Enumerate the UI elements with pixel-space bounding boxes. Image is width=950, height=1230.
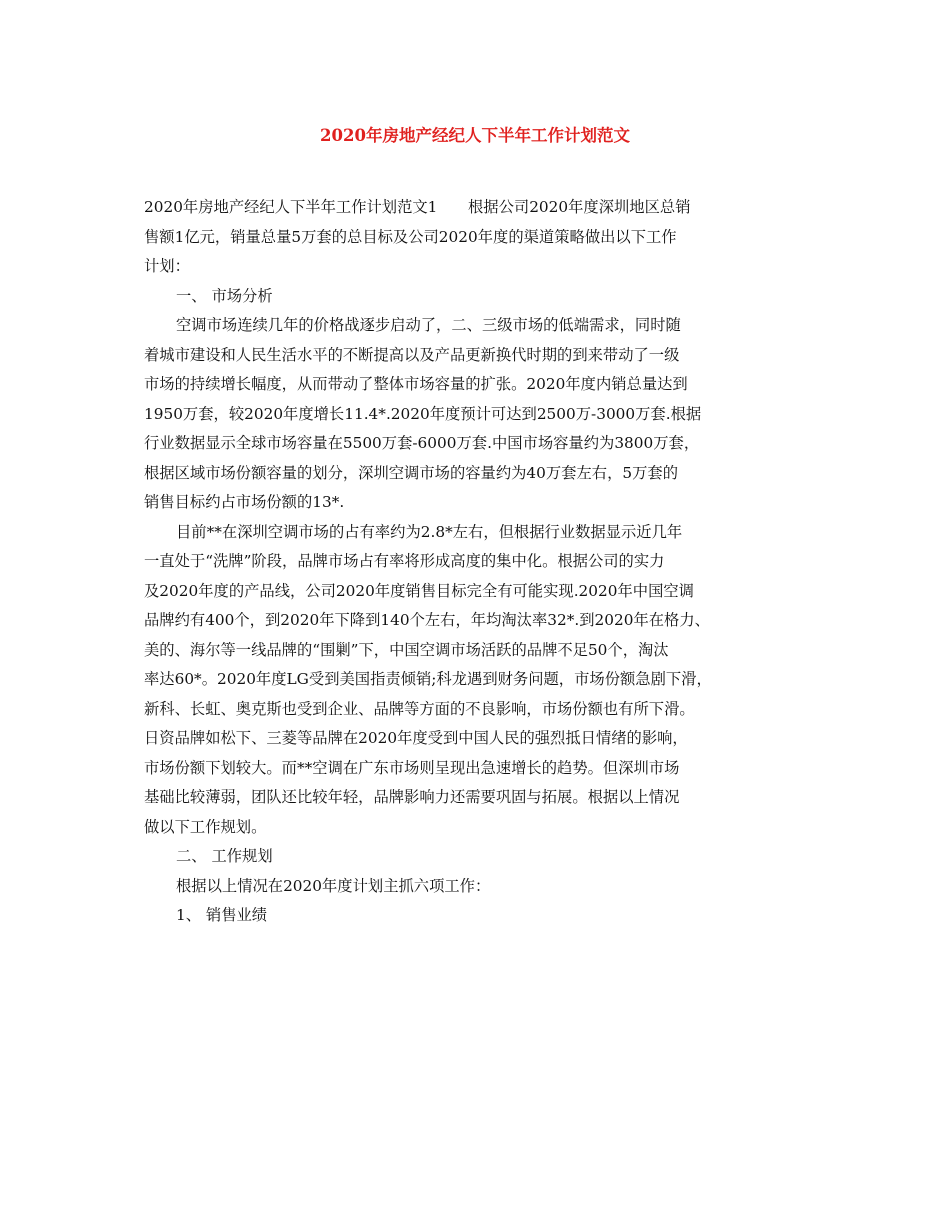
text-line: 行业数据显示全球市场容量在5500万套-6000万套.中国市场容量约为3800万套， [144, 434, 700, 452]
text-line: 空调市场连续几年的价格战逐步启动了，二、三级市场的低端需求，同时随 [176, 316, 681, 334]
text-line: 日资品牌如松下、三菱等品牌在2020年度受到中国人民的强烈抵日情绪的影响， [144, 729, 688, 747]
text-line: 1、 销售业绩 [176, 906, 268, 924]
text-line: 一直处于“洗牌”阶段，品牌市场占有率将形成高度的集中化。根据公司的实力 [144, 552, 665, 570]
text-line: 二、 工作规划 [176, 847, 273, 865]
text-line: 做以下工作规划。 [144, 817, 267, 836]
text-line: 1950万套，较2020年度增长11.4*.2020年度预计可达到2500万-3000万套.根据 [144, 404, 702, 423]
text-line: 基础比较薄弱，团队还比较年轻，品牌影响力还需要巩固与拓展。根据以上情况 [144, 788, 680, 806]
text-line: 及2020年度的产品线，公司2020年度销售目标完全有可能实现.2020年中国空调 [144, 581, 694, 600]
text-line: 新科、长虹、奥克斯也受到企业、品牌等方面的不良影响，市场份额也有所下滑。 [144, 699, 695, 718]
text-line: 根据区域市场份额容量的划分，深圳空调市场的容量约为40万套左右，5万套的 [144, 463, 678, 482]
text-line: 美的、海尔等一线品牌的“围剿”下，中国空调市场活跃的品牌不足50个，淘汰 [144, 640, 669, 659]
text-line: 一、 市场分析 [176, 286, 273, 305]
document-title: 2020年房地产经纪人下半年工作计划范文 [320, 126, 630, 145]
text-line: 2020年房地产经纪人下半年工作计划范文1 根据公司2020年度深圳地区总销 [144, 198, 691, 216]
text-line: 售额1亿元，销量总量5万套的总目标及公司2020年度的渠道策略做出以下工作 [144, 227, 677, 246]
text-line: 市场的持续增长幅度，从而带动了整体市场容量的扩张。2020年度内销总量达到 [144, 375, 688, 393]
document-body [144, 193, 808, 931]
text-line: 目前**在深圳空调市场的占有率约为2.8*左右，但根据行业数据显示近几年 [176, 522, 683, 541]
text-line: 计划： [144, 257, 190, 275]
text-line: 着城市建设和人民生活水平的不断提高以及产品更新换代时期的到来带动了一级 [144, 345, 680, 364]
text-line: 销售目标约占市场份额的13*. [144, 493, 345, 511]
text-line: 率达60*。2020年度LG受到美国指责倾销;科龙遇到财务问题，市场份额急剧下滑， [144, 670, 712, 688]
text-line: 根据以上情况在2020年度计划主抓六项工作： [176, 876, 491, 895]
text-line: 市场份额下划较大。而**空调在广东市场则呈现出急速增长的趋势。但深圳市场 [144, 758, 680, 777]
text-line: 品牌约有400个，到2020年下降到140个左右，年均淘汰率32*.到2020年在格力、 [144, 611, 710, 629]
